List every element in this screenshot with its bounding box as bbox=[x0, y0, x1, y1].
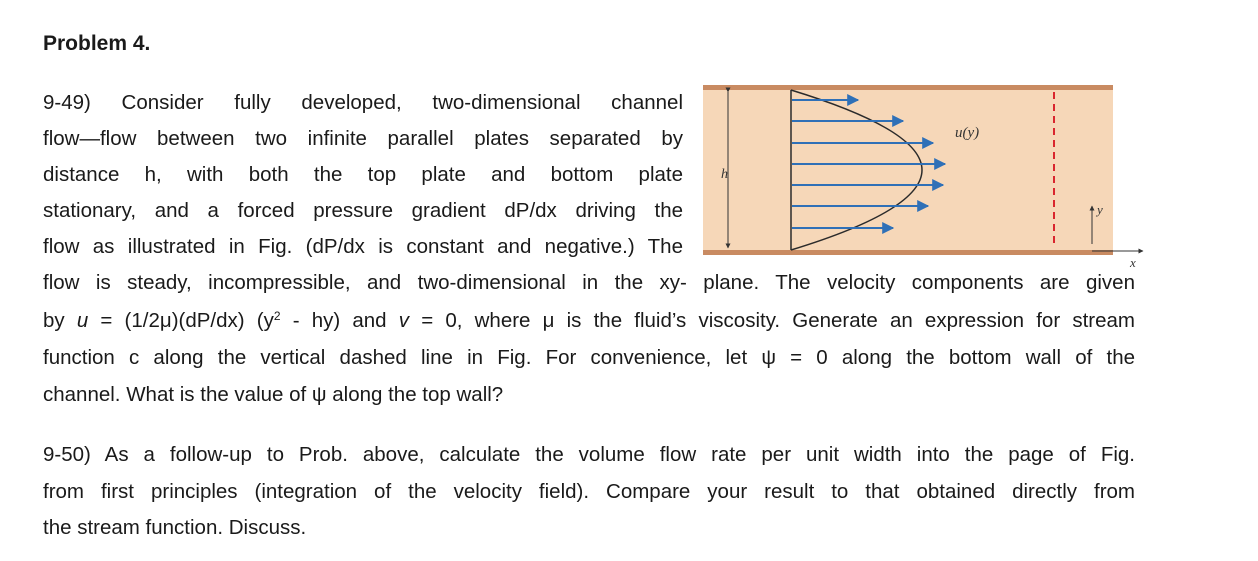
bottom-wall bbox=[703, 250, 1113, 255]
text-line: 9-50) As a follow-up to Prob. above, calculate the volume flow rate per unit width into the page of Fig. bbox=[43, 443, 1135, 466]
text-line: distance h, with both the top plate and bottom plate bbox=[43, 163, 683, 186]
text-line: 9-49) Consider fully developed, two-dimensional channel bbox=[43, 91, 683, 114]
label-u-of-y: u(y) bbox=[955, 125, 980, 141]
text-line: channel. What is the value of ψ along the top wall? bbox=[43, 383, 504, 406]
label-y: y bbox=[1097, 202, 1103, 217]
label-x: x bbox=[1130, 255, 1136, 270]
text-line: from first principles (integration of the velocity field). Compare your result to that obtained directly from bbox=[43, 480, 1135, 503]
text-line: flow—flow between two infinite parallel plates separated by bbox=[43, 127, 683, 150]
text-line: the stream function. Discuss. bbox=[43, 516, 307, 539]
top-wall bbox=[703, 85, 1113, 90]
problem-title: Problem 4. bbox=[43, 32, 151, 55]
fluid-region bbox=[703, 88, 1113, 254]
text-line: function c along the vertical dashed line in Fig. For convenience, let ψ = 0 along the bottom wall of the bbox=[43, 346, 1135, 369]
text-line: flow is steady, incompressible, and two-dimensional in the xy- plane. The velocity components are given bbox=[43, 271, 1135, 294]
text-line: flow as illustrated in Fig. (dP/dx is constant and negative.) The bbox=[43, 235, 683, 258]
text-line-velocity: by u = (1/2μ)(dP/dx) $(y^2 - hy)$ and v = 0, where μ is the fluid’s viscosity. Generate an expression for stream bbox=[43, 309, 1135, 332]
label-h: h bbox=[721, 167, 728, 182]
channel-flow-figure bbox=[703, 84, 1148, 276]
text-line: stationary, and a forced pressure gradient dP/dx driving the bbox=[43, 199, 683, 222]
